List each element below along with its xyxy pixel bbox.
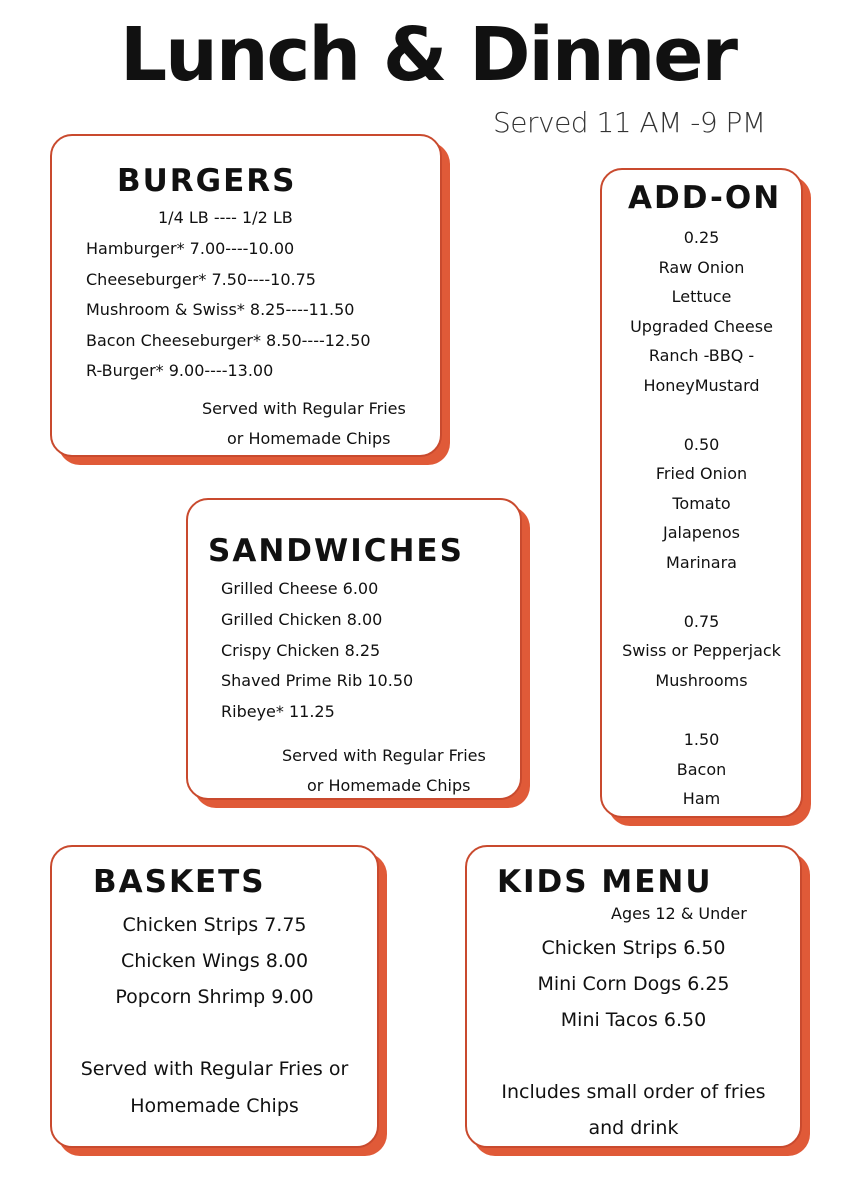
baskets-card [50,845,379,1148]
addon-price: 0.75 [683,612,720,631]
service-hours: Served 11 AM -9 PM [493,106,766,139]
includes-note: and drink [588,1117,679,1139]
addon-price: 0.50 [683,435,720,454]
addon-item: Ranch -BBQ - [648,346,755,365]
menu-item: Chicken Wings 8.00 [120,950,309,972]
kids-age-note: Ages 12 & Under [611,904,747,923]
burger-sizes: 1/4 LB ---- 1/2 LB [158,208,293,227]
addon-price: 0.25 [683,228,720,247]
addon-item: Bacon [676,760,727,779]
addon-item: Tomato [672,494,731,513]
served-with-note: Served with Regular Fries [282,746,486,765]
menu-item: Grilled Chicken 8.00 [221,610,383,629]
served-with-note: Homemade Chips [130,1095,299,1117]
menu-item: Hamburger* 7.00----10.00 [86,239,295,258]
menu-item: Shaved Prime Rib 10.50 [221,671,414,690]
menu-item: R-Burger* 9.00----13.00 [86,361,274,380]
addon-item: Jalapenos [662,523,741,542]
burgers-card [50,134,442,457]
addon-item: Swiss or Pepperjack [622,641,781,660]
kids-menu-title: KIDS MENU [497,864,713,900]
menu-item: Cheeseburger* 7.50----10.75 [86,270,316,289]
addon-item: HoneyMustard [643,376,760,395]
menu-item: Ribeye* 11.25 [221,702,335,721]
served-with-note: Served with Regular Fries [202,399,406,418]
menu-item: Popcorn Shrimp 9.00 [115,986,314,1008]
menu-item: Mini Corn Dogs 6.25 [537,973,730,995]
addon-item: Lettuce [671,287,732,306]
addon-item: Raw Onion [658,258,745,277]
menu-item: Chicken Strips 7.75 [122,914,307,936]
menu-item: Bacon Cheeseburger* 8.50----12.50 [86,331,371,350]
menu-item: Mushroom & Swiss* 8.25----11.50 [86,300,355,319]
menu-item: Mini Tacos 6.50 [560,1009,707,1031]
addon-price: 1.50 [683,730,720,749]
addon-item: Mushrooms [655,671,748,690]
page-title: Lunch & Dinner [120,12,736,98]
menu-item: Chicken Strips 6.50 [541,937,726,959]
kids-menu-card [465,845,802,1148]
sandwiches-card [186,498,522,800]
sandwiches-title: SANDWICHES [208,533,464,569]
served-with-note: Served with Regular Fries or [80,1058,349,1080]
menu-item: Crispy Chicken 8.25 [221,641,381,660]
served-with-note: or Homemade Chips [227,429,391,448]
menu-item: Grilled Cheese 6.00 [221,579,379,598]
addon-title: ADD-ON [628,180,782,216]
addon-item: Marinara [666,553,737,572]
includes-note: Includes small order of fries [501,1081,766,1103]
addon-card [600,168,803,818]
addon-item: Fried Onion [655,464,748,483]
served-with-note: or Homemade Chips [307,776,471,795]
burgers-title: BURGERS [117,163,297,199]
addon-item: Upgraded Cheese [630,317,773,336]
addon-item: Ham [682,789,721,808]
baskets-title: BASKETS [93,864,266,900]
